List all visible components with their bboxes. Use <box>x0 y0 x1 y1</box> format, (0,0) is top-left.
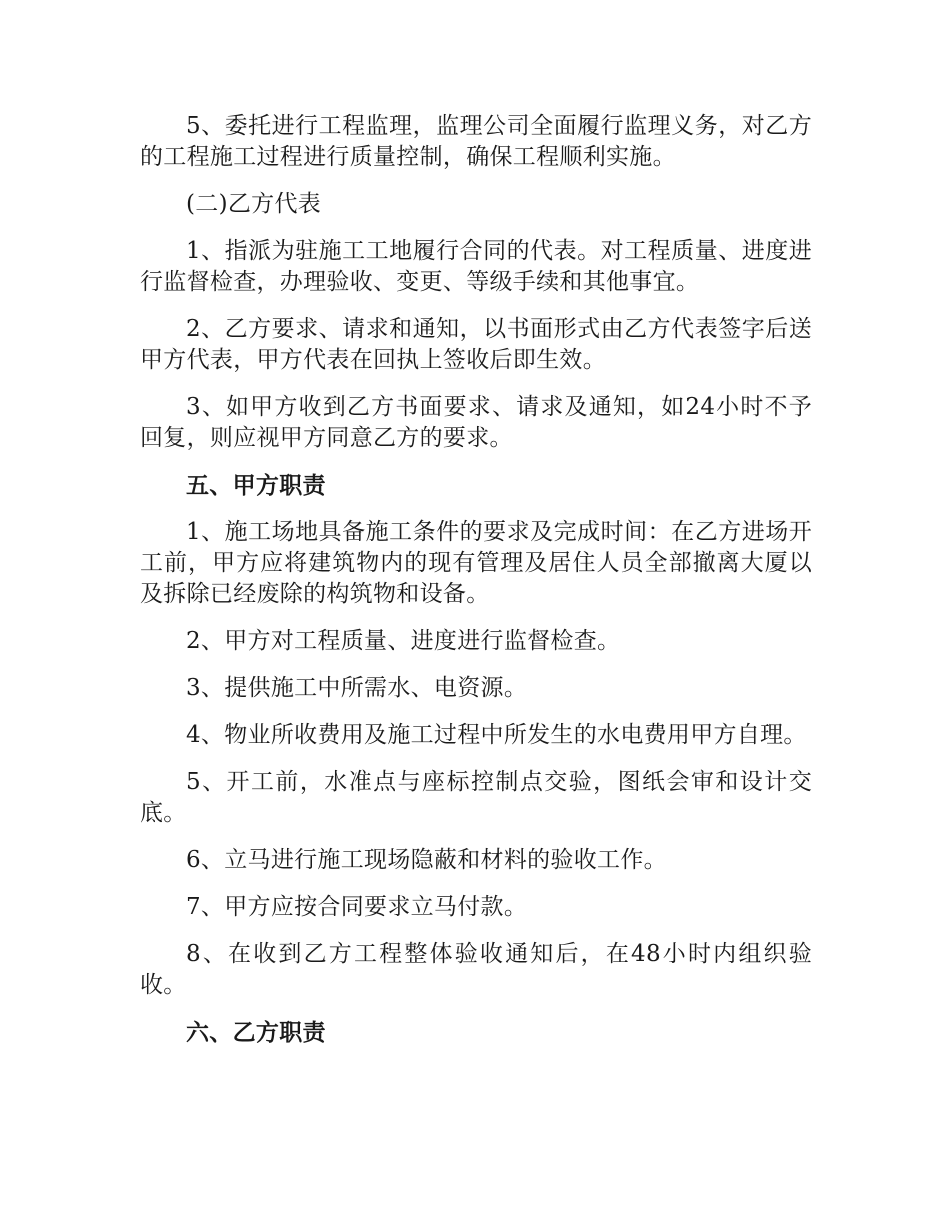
paragraph-party-a-duty-6: 6、立马进行施工现场隐蔽和材料的验收工作。 <box>186 847 667 873</box>
paragraph-party-a-duty-2: 2、甲方对工程质量、进度进行监督检查。 <box>186 628 621 654</box>
paragraph-party-b-rep-1: 1、指派为驻施工工地履行合同的代表。对工程质量、进度进行监督检查，办理验收、变更、等级手续和其他事宜。 <box>140 238 812 295</box>
document-body <box>140 111 812 1064</box>
paragraph-party-a-duty-7: 7、甲方应按合同要求立马付款。 <box>186 894 528 920</box>
paragraph-party-a-duty-3: 3、提供施工中所需水、电资源。 <box>186 675 528 701</box>
paragraph-party-b-rep-3: 3、如甲方收到乙方书面要求、请求及通知，如24小时不予回复，则应视甲方同意乙方的要求。 <box>140 394 812 451</box>
section-heading-party-b-duties: 六、乙方职责 <box>186 1019 326 1046</box>
paragraph-party-b-rep-title: (二)乙方代表 <box>186 191 322 217</box>
paragraph-party-a-duty-1: 1、施工场地具备施工条件的要求及完成时间：在乙方进场开工前，甲方应将建筑物内的现有管理及居住人员全部撤离大厦以及拆除已经废除的构筑物和设备。 <box>140 519 812 607</box>
paragraph-party-b-rep-2: 2、乙方要求、请求和通知，以书面形式由乙方代表签字后送甲方代表，甲方代表在回执上签收后即生效。 <box>140 316 812 373</box>
paragraph-supervision: 5、委托进行工程监理，监理公司全面履行监理义务，对乙方的工程施工过程进行质量控制，确保工程顺利实施。 <box>140 113 812 170</box>
paragraph-party-a-duty-8: 8、在收到乙方工程整体验收通知后，在48小时内组织验收。 <box>140 941 812 998</box>
paragraph-party-a-duty-5: 5、开工前，水准点与座标控制点交验，图纸会审和设计交底。 <box>140 769 812 826</box>
section-heading-party-a-duties: 五、甲方职责 <box>186 472 326 499</box>
paragraph-party-a-duty-4: 4、物业所收费用及施工过程中所发生的水电费用甲方自理。 <box>186 722 807 748</box>
